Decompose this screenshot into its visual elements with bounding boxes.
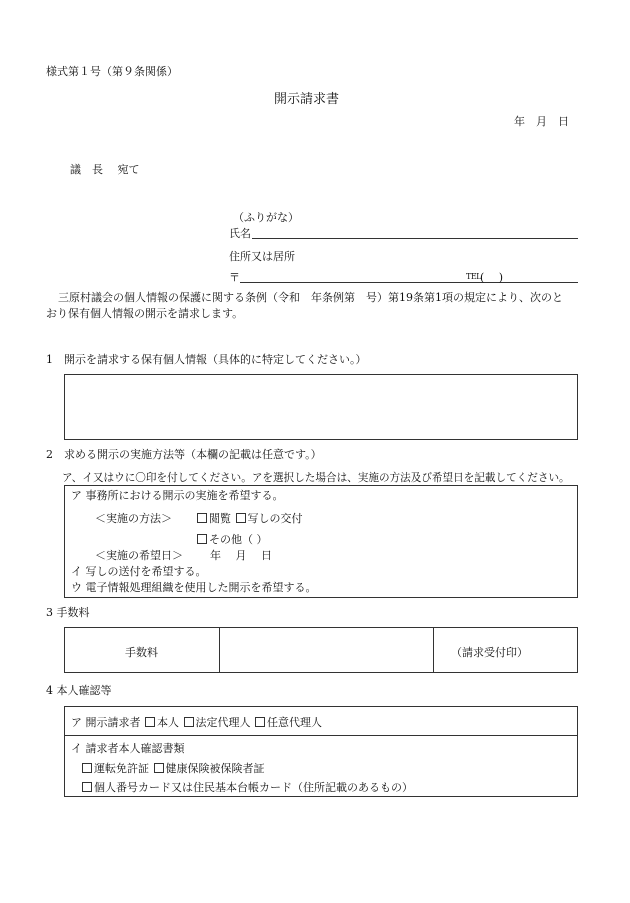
legal-agent-label: 法定代理人 [195, 716, 251, 729]
voluntary-agent-label: 任意代理人 [267, 716, 322, 729]
other-label: その他（ ） [209, 533, 268, 546]
requester-type-label: ア 開示請求者 [71, 716, 141, 729]
insurance-label: 健康保険被保険者証 [165, 762, 265, 775]
other-checkbox[interactable] [197, 534, 207, 544]
section2-heading: 2 求める開示の実施方法等（本欄の記載は任意です。） [46, 448, 322, 461]
method-options [196, 510, 303, 526]
page-title: 開示請求書 [274, 92, 340, 107]
copy-label: 写しの交付 [247, 512, 303, 525]
name-label: 氏名 [229, 227, 251, 240]
fee-amount-field[interactable] [223, 630, 429, 670]
preferred-date-label: ＜実施の希望日＞ [95, 549, 183, 562]
option-u[interactable]: ウ 電子情報処理組織を使用した開示を希望する。 [71, 581, 317, 594]
tel-mark: TEL [466, 272, 481, 281]
license-checkbox[interactable] [82, 763, 92, 773]
section4-heading: 4 本人確認等 [46, 684, 112, 697]
fee-label: 手数料 [125, 646, 158, 659]
method-label: ＜実施の方法＞ [95, 512, 172, 525]
method-box [64, 485, 578, 598]
date-label: 年 月 日 [514, 115, 569, 128]
section2-note: ア、イ又はウに〇印を付してください。アを選択した場合は、実施の方法及び希望日を記載してください。 [62, 472, 570, 484]
intro-line-1: 三原村議会の個人情報の保護に関する条例（令和 年条例第 号）第19条第1項の規定により、次のと [58, 291, 563, 304]
stamp-label: （請求受付印） [451, 646, 528, 659]
postal-mark: 〒 [229, 271, 240, 284]
license-label: 運転免許証 [94, 762, 149, 775]
option-a[interactable]: ア 事務所における開示の実施を希望する。 [71, 489, 284, 502]
method-other [196, 531, 268, 547]
copy-checkbox[interactable] [236, 513, 246, 523]
view-label: 閲覧 [209, 512, 231, 525]
personal-info-field[interactable] [64, 374, 578, 440]
fee-table [64, 627, 578, 673]
preferred-date-value[interactable]: 年 月 日 [210, 549, 272, 562]
name-field[interactable] [252, 224, 578, 239]
id-docs-row-1 [81, 760, 265, 776]
legal-agent-checkbox[interactable] [184, 717, 194, 727]
tel-paren: ( ) [480, 271, 504, 284]
voluntary-agent-checkbox[interactable] [255, 717, 265, 727]
view-checkbox[interactable] [197, 513, 207, 523]
form-number: 様式第１号（第９条関係） [46, 65, 178, 78]
section1-heading: 1 開示を請求する保有個人情報（具体的に特定してください。） [46, 353, 367, 366]
insurance-checkbox[interactable] [154, 763, 164, 773]
identity-table [64, 706, 578, 797]
requester-row [71, 714, 322, 730]
id-docs-row-2 [81, 779, 413, 795]
furigana-label: （ふりがな） [233, 211, 299, 224]
mynumber-checkbox[interactable] [82, 782, 92, 792]
intro-line-2: おり保有個人情報の開示を請求します。 [46, 307, 244, 320]
addressee: 議 長 宛て [70, 163, 140, 176]
section3-heading: 3 手数料 [46, 606, 90, 619]
address-label: 住所又は居所 [229, 250, 295, 263]
id-docs-label: イ 請求者本人確認書類 [71, 742, 185, 755]
mynumber-label: 個人番号カード又は住民基本台帳カード（住所記載のあるもの） [94, 781, 413, 794]
self-checkbox[interactable] [145, 717, 155, 727]
self-label: 本人 [157, 716, 179, 729]
option-i[interactable]: イ 写しの送付を希望する。 [71, 565, 207, 578]
address-field[interactable] [240, 268, 578, 283]
